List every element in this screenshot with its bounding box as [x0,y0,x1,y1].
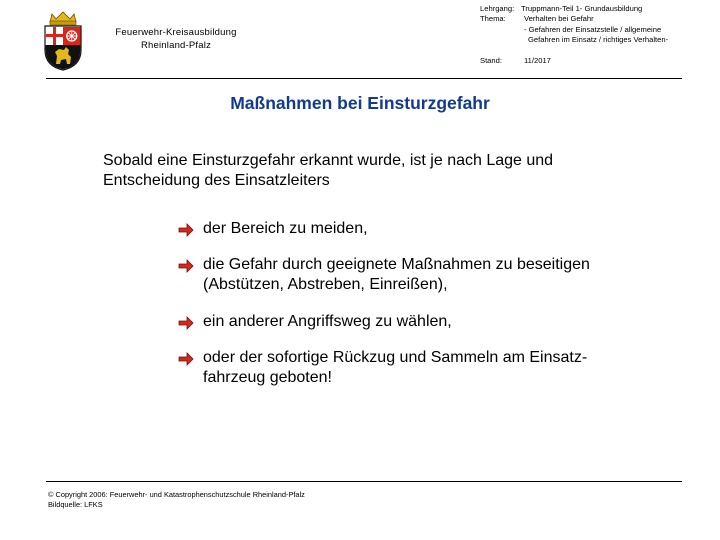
coat-of-arms-icon [42,10,84,72]
intro-line-1: Sobald eine Einsturzgefahr erkannt wurde, ist je nach Lage und [103,152,554,169]
lehrgang-row [480,4,716,14]
list-item-text: die Gefahr durch geeignete Maßnahmen zu beseitigen [203,256,590,273]
thema-row-2 [480,25,716,35]
thema-line-2: - Gefahren der Einsatzstelle / allgemeine [524,24,662,34]
header-divider [46,78,682,79]
stand-row [480,56,716,66]
lehrgang-value: Truppmann-Teil 1- Grundausbildung [521,4,643,13]
course-metadata [480,4,716,66]
list-item-text-2: fahrzeug geboten! [203,369,332,386]
arrow-right-icon [178,259,194,273]
arrow-right-icon [178,316,194,330]
list-item-text-2: (Abstützen, Abstreben, Einreißen), [203,276,448,293]
list-item-text: ein anderer Angriffsweg zu wählen, [203,313,452,330]
copyright-text: © Copyright 2006: Feuerwehr- und Katastrophenschutzschule Rheinland-Pfalz [48,490,305,499]
stand-value: 11/2017 [524,55,551,65]
org-line-2: Rheinland-Pfalz [140,40,212,51]
stand-label: Stand: [480,55,502,65]
intro-text [103,151,683,191]
thema-label: Thema: [480,14,506,24]
thema-row [480,14,716,24]
list-item-text: oder der sofortige Rückzug und Sammeln am Einsatz- [203,349,588,366]
arrow-right-icon [178,223,194,237]
thema-row-3 [480,35,716,45]
org-line-1: Feuerwehr-Kreisausbildung [115,27,237,38]
page-title: Maßnahmen bei Einsturzgefahr [230,93,490,113]
list-item-text: der Bereich zu meiden, [203,220,368,237]
image-source-text: Bildquelle: LFKS [48,500,103,509]
arrow-right-icon [178,352,194,366]
thema-line-1: Verhalten bei Gefahr [524,14,594,24]
thema-line-3: Gefahren im Einsatz / richtiges Verhalten- [528,35,669,45]
organization-name [96,26,256,52]
footer [48,490,305,510]
intro-line-2: Entscheidung des Einsatzleiters [103,172,330,189]
footer-divider [46,481,682,482]
lehrgang-label: Lehrgang: [480,4,515,13]
